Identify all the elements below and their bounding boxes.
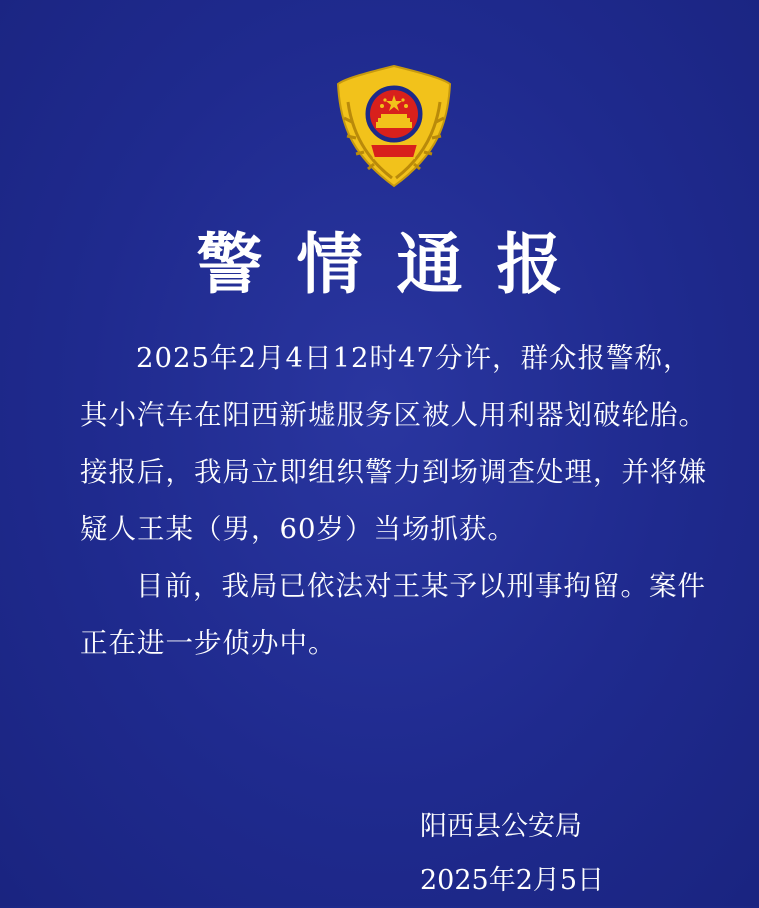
issue-date: 2025年2月5日 [420, 865, 605, 896]
notice-paragraph: 2025年2月4日12时47分许，群众报警称，其小汽车在阳西新墟服务区被人用利器划破轮胎。接报后，我局立即组织警力到场调查处理，并将嫌疑人王某（男，60岁）当场抓获。 [80, 342, 707, 545]
issuing-authority: 阳西县公安局 [420, 811, 582, 842]
notice-paragraph: 目前，我局已依法对王某予以刑事拘留。案件正在进一步侦办中。 [80, 570, 706, 659]
notice-title: 警情通报 [196, 226, 597, 303]
police-emblem-icon [330, 62, 458, 190]
signature-block [420, 800, 680, 908]
notice-body [80, 330, 710, 672]
